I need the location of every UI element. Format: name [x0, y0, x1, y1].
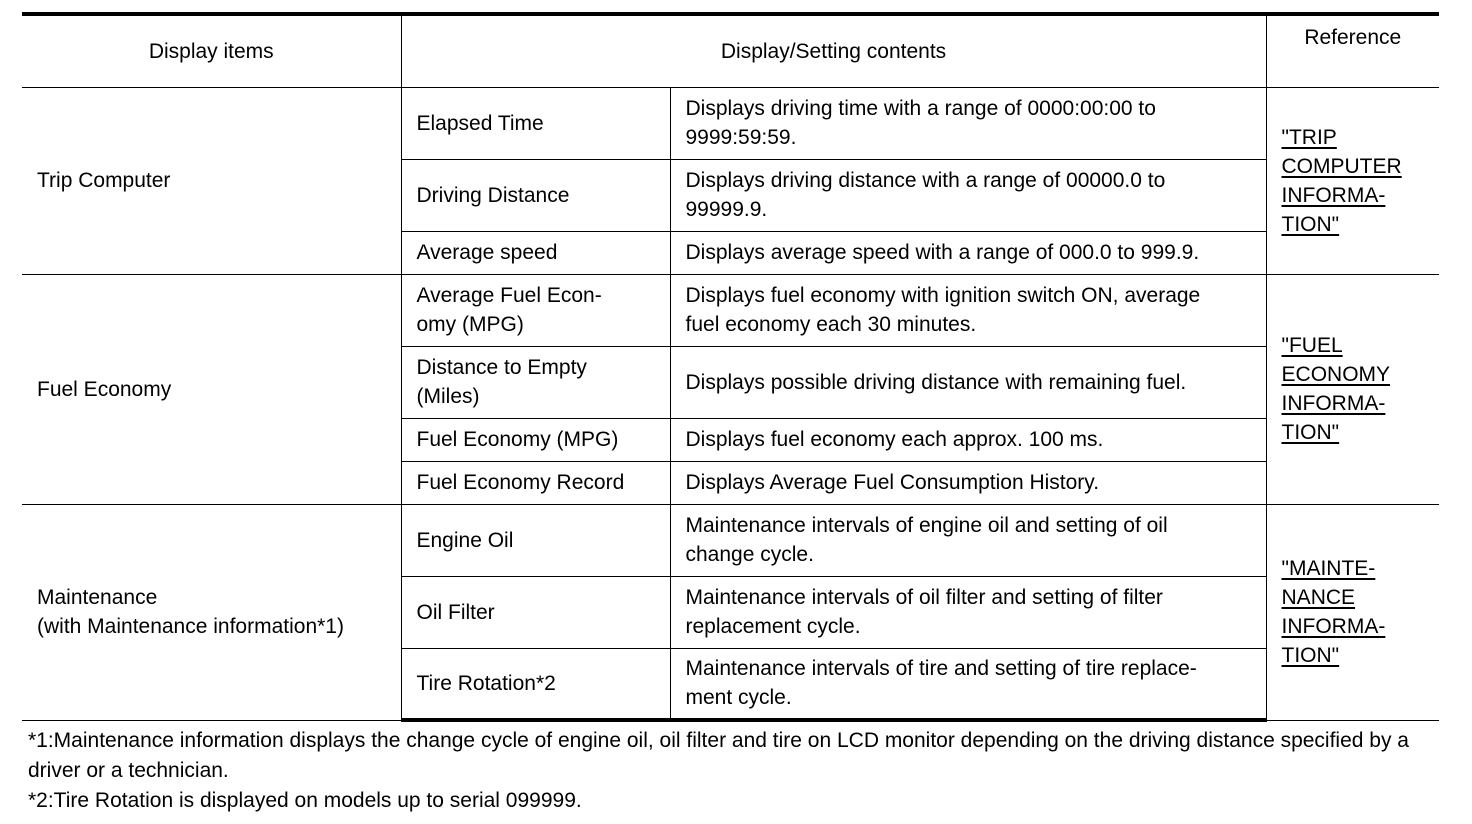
item-elapsed-time: Elapsed Time [401, 87, 670, 159]
content-distance-to-empty: Displays possible driving distance with remaining fuel. [670, 346, 1266, 418]
item-driving-distance: Driving Distance [401, 159, 670, 231]
reference-link-trip-computer[interactable]: "TRIP COMPUTER INFORMA- TION" [1281, 125, 1402, 236]
table-row [22, 274, 1439, 346]
item-oil-filter: Oil Filter [401, 576, 670, 648]
content-fuel-economy-mpg: Displays fuel economy each approx. 100 ms. [670, 418, 1266, 461]
content-engine-oil: Maintenance intervals of engine oil and setting of oil change cycle. [670, 504, 1266, 576]
group-trip-computer: Trip Computer [22, 87, 401, 274]
item-distance-to-empty: Distance to Empty (Miles) [401, 346, 670, 418]
content-oil-filter: Maintenance intervals of oil filter and setting of filter replacement cycle. [670, 576, 1266, 648]
content-tire-rotation: Maintenance intervals of tire and setting of tire replace- ment cycle. [670, 648, 1266, 720]
table-row [22, 504, 1439, 576]
content-fuel-economy-record: Displays Average Fuel Consumption History. [670, 461, 1266, 504]
item-fuel-economy-mpg: Fuel Economy (MPG) [401, 418, 670, 461]
reference-cell [1266, 87, 1439, 274]
reference-cell [1266, 504, 1439, 720]
header-display-setting-contents: Display/Setting contents [401, 14, 1266, 87]
item-average-speed: Average speed [401, 231, 670, 274]
item-engine-oil: Engine Oil [401, 504, 670, 576]
item-tire-rotation: Tire Rotation*2 [401, 648, 670, 720]
footnote-2: *2:Tire Rotation is displayed on models up to serial 099999. [28, 789, 582, 812]
item-fuel-economy-record: Fuel Economy Record [401, 461, 670, 504]
content-elapsed-time: Displays driving time with a range of 0000:00:00 to 9999:59:59. [670, 87, 1266, 159]
group-fuel-economy: Fuel Economy [22, 274, 401, 504]
footnote-1: *1:Maintenance information displays the change cycle of engine oil, oil filter and tire on LCD monitor depending on the driving distance specified by a driver or a technician. [28, 729, 1409, 782]
reference-link-fuel-economy[interactable]: "FUEL ECONOMY INFORMA- TION" [1281, 334, 1391, 444]
display-items-table [22, 12, 1439, 722]
reference-cell [1266, 274, 1439, 504]
footnotes [22, 726, 1439, 816]
content-driving-distance: Displays driving distance with a range of 00000.0 to 99999.9. [670, 159, 1266, 231]
document [22, 12, 1439, 816]
reference-link-maintenance[interactable]: "MAINTE- NANCE INFORMA- TION" [1281, 557, 1386, 667]
content-average-fuel-economy: Displays fuel economy with ignition switch ON, average fuel economy each 30 minutes. [670, 274, 1266, 346]
content-average-speed: Displays average speed with a range of 000.0 to 999.9. [670, 231, 1266, 274]
group-maintenance: Maintenance (with Maintenance information*1) [22, 504, 401, 720]
table-row [22, 87, 1439, 159]
table-header-row [22, 14, 1439, 87]
item-average-fuel-economy: Average Fuel Econ- omy (MPG) [401, 274, 670, 346]
header-reference: Reference [1266, 14, 1439, 87]
header-display-items: Display items [22, 14, 401, 87]
